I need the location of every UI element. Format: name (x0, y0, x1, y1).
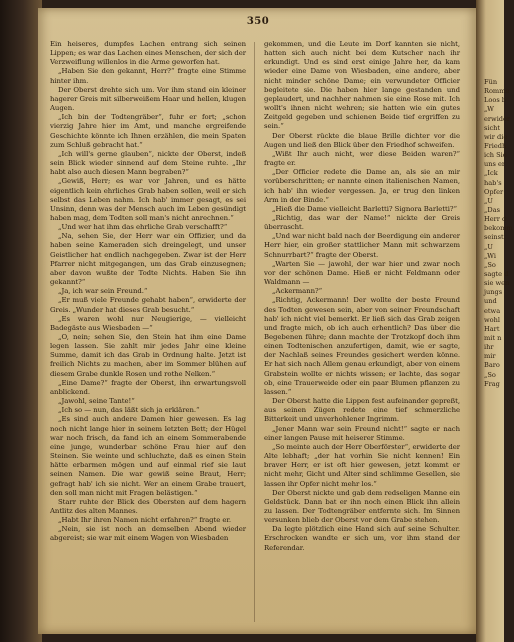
edge-fragment: Fün (484, 78, 498, 86)
paragraph: „Es sind auch andere Damen hier gewesen. Es lag noch nicht lange hier in seinem letzten Bett; der Hügel war noch frisch, da fand ich an einem Sommerabende eine junge, wunderbar schöne Frau hier auf den Steinen. Sie weinte und schluchzte, daß es einen Stein hätte erbarmen mögen und auf einmal rief sie laut seinen Namen. Die war gewiß seine Braut, Herr; gefragt hab' ich sie nicht. Wer an einem Grabe trauert, den soll man nicht mit Fragen belästigen.“ (50, 415, 246, 497)
edge-fragment: und (484, 297, 497, 306)
edge-fragment: seinst. (484, 233, 506, 242)
paragraph: „O, nein; sehen Sie, den Stein hat ihm eine Dame legen lassen. Sie zahlt mir jedes Jahr eine kleine Summe, damit ich das Grab in Ordnung halte. Jetzt ist freilich Nichts zu machen, aber im Sommer blühen auf diesem Grabe dunkle Rosen und rothe Nelken.“ (50, 333, 246, 378)
edge-fragment: sagte d (484, 269, 509, 278)
edge-fragment: Opfer (484, 187, 504, 196)
paragraph: „Habt Ihr ihren Namen nicht erfahren?“ fragte er. (58, 516, 232, 525)
edge-fragment: mit n (484, 333, 502, 342)
edge-fragment: bekomm (484, 224, 513, 233)
edge-fragment: sicht (484, 123, 501, 132)
paragraph: „Der Officier redete die Dame an, als sie an mir vorüberschritten; er nannte einen italienischen Namen, ich hab' ihn wieder vergessen. Ja, er trug den linken Arm in der Binde.“ (264, 168, 460, 204)
edge-fragment: Loos b (484, 96, 507, 105)
edge-fragment: „So (484, 370, 496, 379)
edge-fragment: „Das (484, 205, 501, 214)
paragraph: „Ich bin der Todtengräber“, fuhr er fort; „schon vierzig Jahre hier im Amt, und manche ergreifende Geschichte könnte ich Ihnen erzählen, die mein Spaten zum Schluß gebracht hat.“ (50, 113, 246, 149)
edge-fragment: „Ick (484, 169, 498, 178)
edge-fragment: mir (484, 352, 496, 361)
edge-fragment: etwa (484, 306, 501, 315)
left-text-column (50, 40, 246, 544)
paragraph: „Ackermann?“ (272, 287, 323, 296)
edge-fragment: Frag (484, 379, 500, 388)
paragraph: „Warten Sie — jawohl, der war hier und zwar noch vor der schönen Dame. Hieß er nicht Feldmann oder Waldmann — (264, 259, 460, 287)
paragraph: „Wißt Ihr auch nicht, wer diese Beiden waren?“ fragte er. (264, 149, 460, 168)
edge-fragment: Romme (484, 87, 510, 96)
paragraph: Der Oberst hatte die Lippen fest aufeinander gepreßt, aus seinen Zügen redete eine tief schmerzliche Bitterkeit und unverhohlener Ingrimm. (264, 397, 460, 424)
previous-page-shadow (0, 0, 42, 642)
edge-fragment: wohl (484, 315, 500, 324)
edge-fragment: erwider (484, 114, 511, 123)
page-number: 350 (246, 16, 270, 27)
paragraph: „So meinte auch der Herr Oberförster“, erwiderte der Alte lebhaft; „der hat vorhin Sie nicht kennen! Ein braver Herr, er ist oft hier gewesen, jetzt kommt er nicht mehr, Gicht und Alter sind schlimme Gesellen, sie lassen ihr Opfer nicht mehr los.“ (264, 442, 460, 488)
book-page (38, 8, 478, 634)
edge-fragment: „U (484, 242, 493, 251)
paragraph: „Ich will's gerne glauben“, nickte der Oberst, indeß sein Blick wieder sinnend auf dem Steine ruhte. „Ihr habt also auch diesen Mann begraben?“ (50, 149, 246, 177)
paragraph: „Richtig, Ackermann! Der wollte der beste Freund des Todten gewesen sein, aber von seiner Freundschaft hab' ich nicht viel bemerkt. Er ließ sich das Grab zeigen und fragte mich, ob ich auch erhentlich? Das über die Begebenen führe; dann machte der Trotzkopf doch ihm einen Todtenischen anzufertigen, damit, wie er sagte, der Nachlaß seines Freundes gesichert werden könne. Er hat sich nach Allem genau erkundigt, aber von einem Grabstein wollte er nichts wissen; er lachte, das sogar ob, eine Trauerweide oder ein paar Blumen pflanzen zu lassen.“ (264, 296, 460, 396)
paragraph: „Gewiß, Herr; es war vor Jahren, und es hätte eigentlich kein ehrliches Grab haben sollen, weil er sich selbst das Leben nahm. Ich hab' immer gesagt, es sei Unsinn, denn was der Mensch auch im Leben gesündigt haben mag, dem Todten soll man's nicht anrechnen.“ (50, 177, 246, 222)
edge-fragment: ich Sie (484, 151, 507, 160)
paragraph: „Er muß viele Freunde gehabt haben“, erwiderte der Greis. „Wunder hat dieses Grab besucht.“ (50, 296, 246, 314)
next-page-edge (476, 0, 513, 642)
paragraph: „Na, sehen Sie, der Herr war ein Offizier, und da haben seine Kameraden sich dreingelegt, und unser Geistlicher hat endlich nachgegeben. Zwar ist der Herr Pfarrer nicht mitgegangen, um das Grab einzusegnen; aber davon wußte der Todte Nichts. Haben Sie ihn gekannt?“ (50, 232, 246, 287)
paragraph: „Und war nicht bald nach der Beerdigung ein anderer Herr hier, ein großer stattlicher Mann mit schwarzem Schnurrbart?“ fragte der Oberst. (264, 232, 460, 259)
paragraph: „Hieß die Dame vielleicht Barletti? Signora Barletti?“ (272, 204, 457, 213)
paragraph: „Eine Dame?“ fragte der Oberst, ihn erwartungsvoll anblickend. (50, 378, 246, 396)
paragraph: Ein heiseres, dumpfes Lachen entrang sich seinen Lippen; es war das Lachen eines Menschen, der sich der Verzweiflung willenlos in die Arme geworfen hat. (50, 40, 246, 67)
edge-fragment: „So (484, 260, 496, 269)
paragraph: „Jener Mann war sein Freund nicht!“ sagte er nach einer langen Pause mit heiserer Stimme. (264, 424, 460, 442)
edge-fragment: Herr d (484, 215, 507, 224)
paragraph: Starr ruhte der Blick des Obersten auf dem hagern Antlitz des alten Mannes. (50, 497, 246, 515)
paragraph: „Nein, sie ist noch an demselben Abend wieder abgereist; sie war mit einem Wagen von Wiesbaden (50, 525, 246, 543)
edge-fragment: ihr (484, 343, 494, 352)
paragraph: „Richtig, das war der Name!“ nickte der Greis überrascht. (264, 213, 460, 232)
right-text-column (264, 40, 460, 553)
edge-fragment: jungs (484, 288, 503, 297)
paragraph: „Ja, ich war sein Freund.“ (58, 287, 148, 296)
edge-fragment: hab's (484, 178, 502, 187)
paragraph: Der Oberst nickte und gab dem redseligen Manne ein Geldstück. Dann bat er ihn noch einen Blick ihn allein zu lassen. Der Todtengräber entfernte sich. Im Sinnen versunken blieb der Oberst vor dem Grabe stehen. (264, 488, 460, 525)
column-divider (254, 42, 255, 622)
paragraph: „Und wer hat ihm das ehrliche Grab verschafft?“ (58, 223, 228, 232)
paragraph: „Haben Sie den gekannt, Herr?“ fragte eine Stimme hinter ihm. (50, 67, 246, 85)
edge-fragment: Friedh (484, 141, 507, 150)
edge-fragment: Hart (484, 324, 500, 333)
edge-fragment: „U (484, 196, 493, 205)
edge-fragment: „W (484, 105, 494, 114)
paragraph: Da legte plötzlich eine Hand sich auf seine Schulter. Erschrocken wandte er sich um, vor ihm stand der Referendar. (264, 525, 460, 552)
paragraph: „Ich so — nun, das läßt sich ja erklären.“ (58, 406, 200, 415)
edge-fragment: wir die (484, 132, 508, 141)
paragraph: gekommen, und die Leute im Dorf kannten sie nicht, hatten sich auch nicht bei dem Kutscher nach ihr erkundigt. Und es sind erst einige Jahre her, da kam wieder eine Dame von Wiesbaden, eine andere, aber nicht minder schöne Dame; ein verwundeter Officier begleitete sie. Die haben hier lange gestanden und geplaudert, und nachher nahmen sie eine Rose mit. Ich wollt's ihnen nicht wehren; sie hatten wie ein gutes Zeitgeld gegeben und schienen Beide tief ergriffen zu sein.“ (264, 40, 460, 131)
edge-fragment: Baro (484, 361, 500, 370)
paragraph: Der Oberst drehte sich um. Vor ihm stand ein kleiner hagerer Greis mit silberweißem Haar und hellen, klugen Augen. (50, 85, 246, 113)
paragraph: Der Oberst rückte die blaue Brille dichter vor die Augen und ließ den Blick über den Friedhof schweifen. (264, 131, 460, 149)
edge-fragment: „Wi (484, 251, 496, 260)
next-page-edge-text (484, 78, 514, 389)
paragraph: „Jawohl, seine Tante!“ (58, 397, 135, 406)
edge-fragment: uns er (484, 160, 506, 169)
paragraph: „Es waren wohl nur Neugierige, — vielleicht Badegäste aus Wiesbaden —“ (50, 314, 246, 332)
edge-fragment: sie wen (484, 279, 510, 288)
